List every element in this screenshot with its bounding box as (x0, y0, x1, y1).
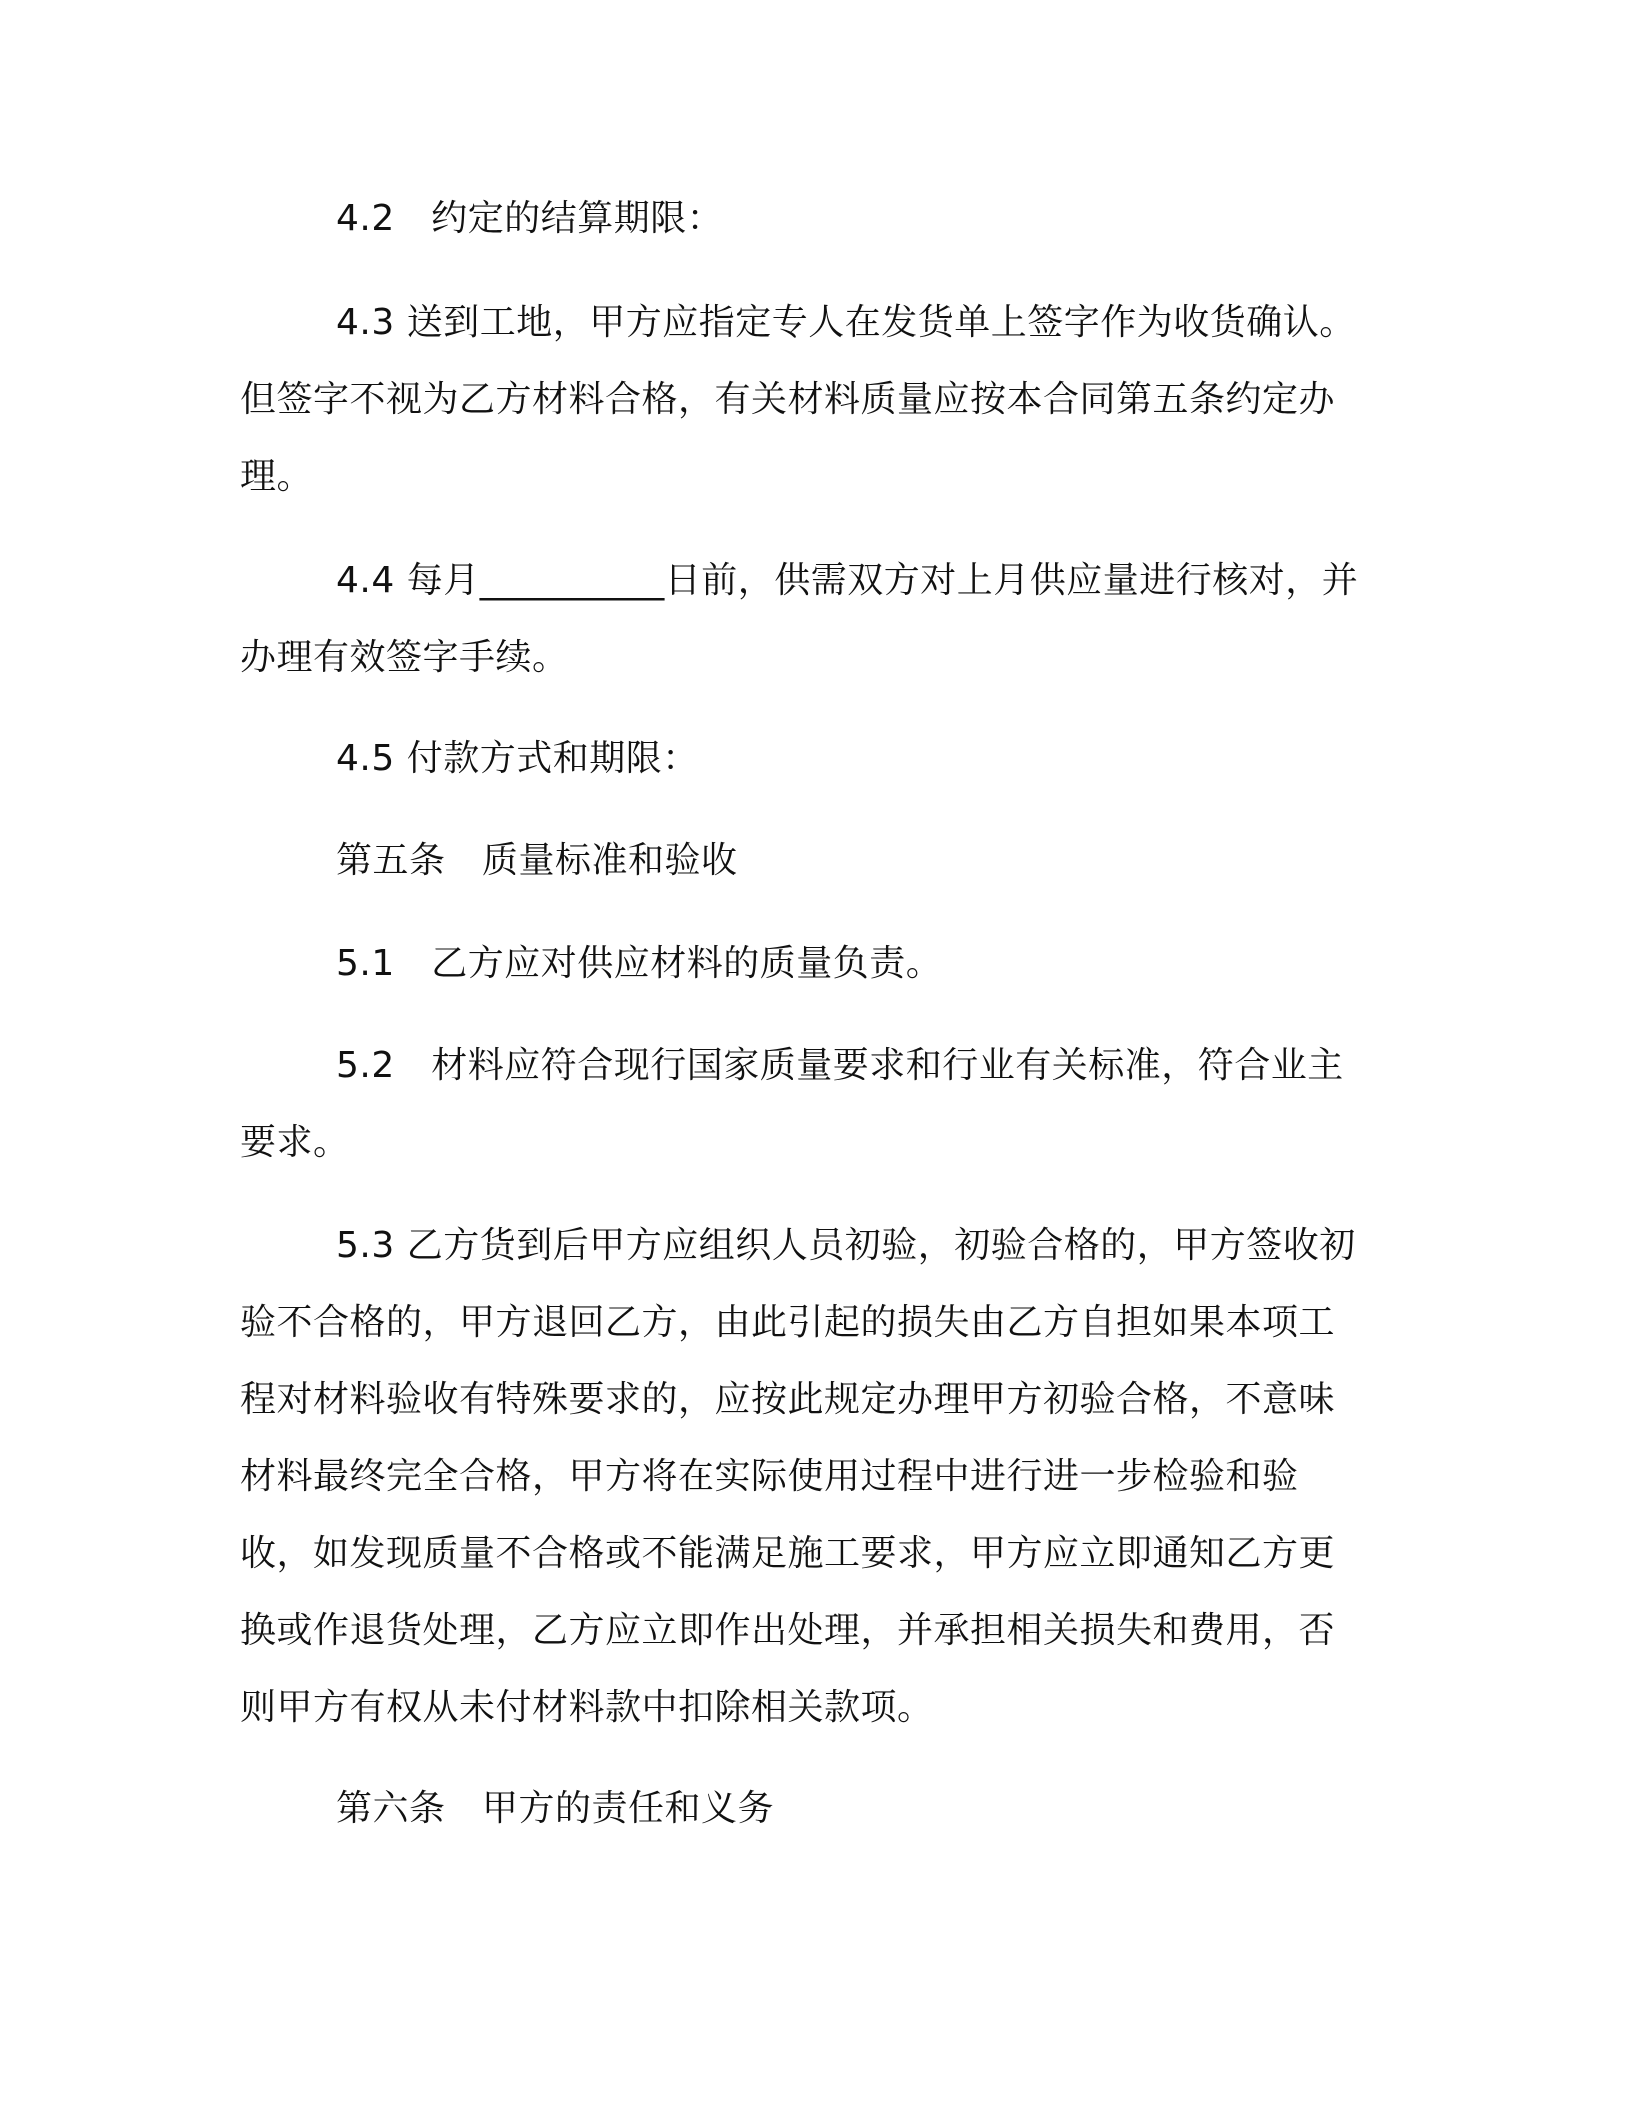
clause-4-4: 4.4 每月__________日前，供需双方对上月供应量进行核对，并办理有效签字手续。 (240, 560, 1359, 678)
clause-4-2: 4.2 约定的结算期限： (336, 198, 724, 239)
clause-5-3: 5.3 乙方货到后甲方应组织人员初验，初验合格的，甲方签收初验不合格的，甲方退回乙方，由此引起的损失由乙方自担如果本项工程对材料验收有特殊要求的，应按此规定办理甲方初验合格，不意味材料最终完全合格，甲方将在实际使用过程中进行进一步检验和验收，如发现质量不合格或不能满足施工要求，甲方应立即通知乙方更换或作退货处理，乙方应立即作出处理，并承担相关损失和费用，否则甲方有权从未付材料款中扣除相关款项。 (240, 1225, 1356, 1728)
clause-5-1: 5.1 乙方应对供应材料的质量负责。 (336, 943, 943, 984)
clause-4-3: 4.3 送到工地，甲方应指定专人在发货单上签字作为收货确认。但签字不视为乙方材料合格，有关材料质量应按本合同第五条约定办理。 (240, 302, 1356, 497)
article-5-heading: 第五条 质量标准和验收 (336, 840, 738, 881)
clause-4-5: 4.5 付款方式和期限： (336, 738, 699, 779)
clause-5-2: 5.2 材料应符合现行国家质量要求和行业有关标准，符合业主要求。 (240, 1045, 1344, 1163)
article-6-heading: 第六条 甲方的责任和义务 (336, 1788, 775, 1829)
